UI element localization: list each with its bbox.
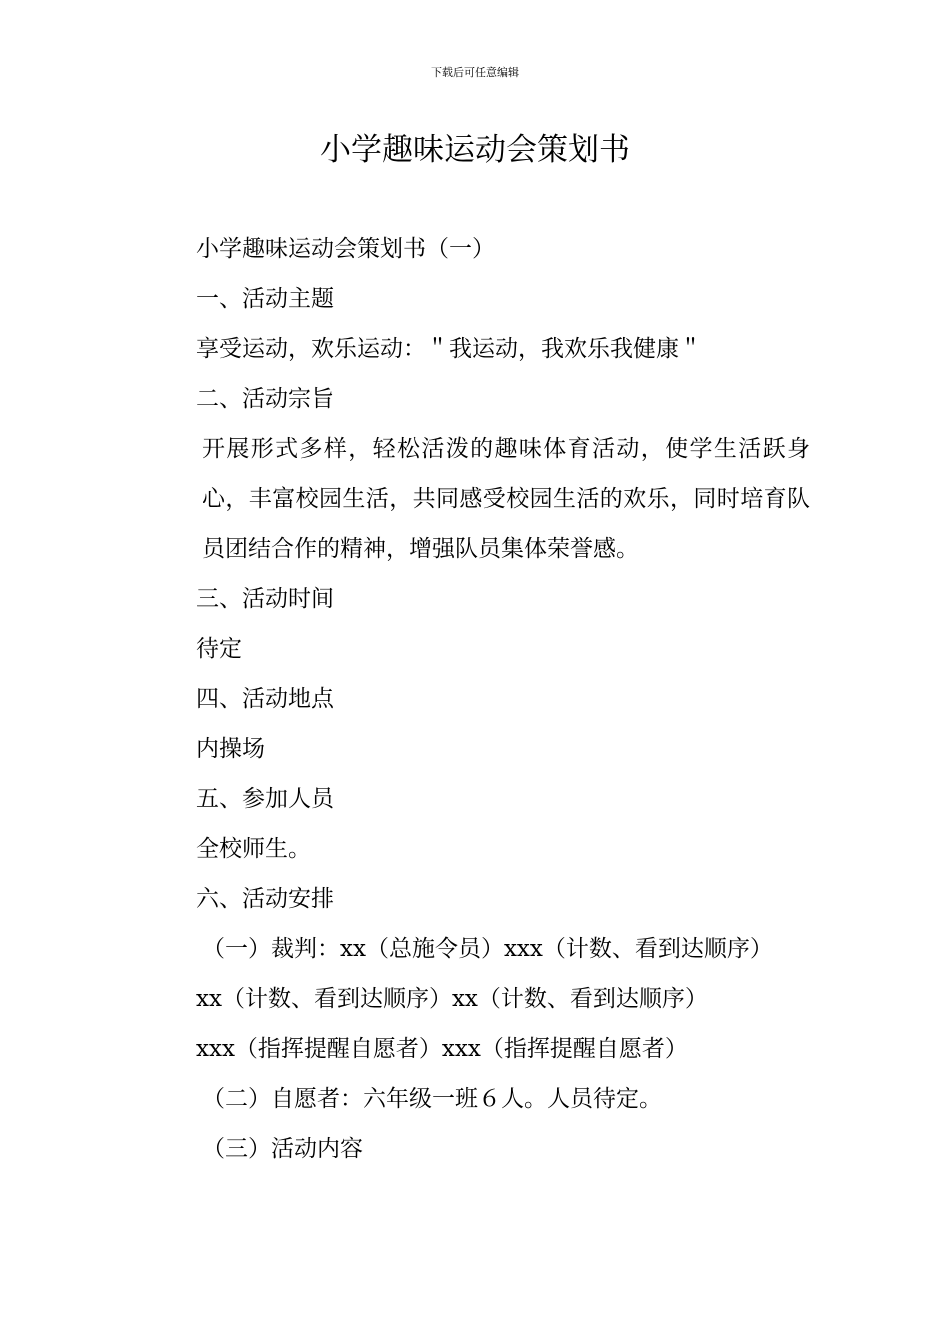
heading-theme: 一、活动主题 bbox=[196, 286, 334, 312]
heading-content: （三）活动内容 bbox=[202, 1136, 363, 1162]
theme-text: 享受运动，欢乐运动：＂我运动，我欢乐我健康＂ bbox=[196, 336, 702, 362]
heading-arrangement: 六、活动安排 bbox=[196, 886, 334, 912]
heading-purpose: 二、活动宗旨 bbox=[196, 386, 334, 412]
document-body bbox=[145, 224, 810, 1174]
referee-text-2: xx（计数、看到达顺序）xx（计数、看到达顺序） bbox=[196, 986, 708, 1012]
volunteer-text: （二）自愿者：六年级一班６人。人员待定。 bbox=[202, 1086, 662, 1112]
referee-text-3: xxx（指挥提醒自愿者）xxx（指挥提醒自愿者） bbox=[196, 1036, 688, 1062]
heading-time: 三、活动时间 bbox=[196, 586, 334, 612]
purpose-text: 开展形式多样，轻松活泼的趣味体育活动，使学生活跃身心，丰富校园生活，共同感受校园生活的欢乐，同时培育队员团结合作的精神，增强队员集体荣誉感。 bbox=[202, 436, 810, 562]
referee-text: （一）裁判：xx（总施令员）xxx（计数、看到达顺序） bbox=[202, 936, 773, 962]
heading-participants: 五、参加人员 bbox=[196, 786, 334, 812]
heading-location: 四、活动地点 bbox=[196, 686, 334, 712]
document-title: 小学趣味运动会策划书 bbox=[320, 132, 630, 168]
location-text: 内操场 bbox=[196, 736, 265, 762]
header-note: 下载后可任意编辑 bbox=[431, 66, 519, 79]
time-text: 待定 bbox=[196, 636, 242, 662]
participants-text: 全校师生。 bbox=[196, 836, 311, 862]
section-subtitle: 小学趣味运动会策划书（一） bbox=[196, 236, 495, 262]
